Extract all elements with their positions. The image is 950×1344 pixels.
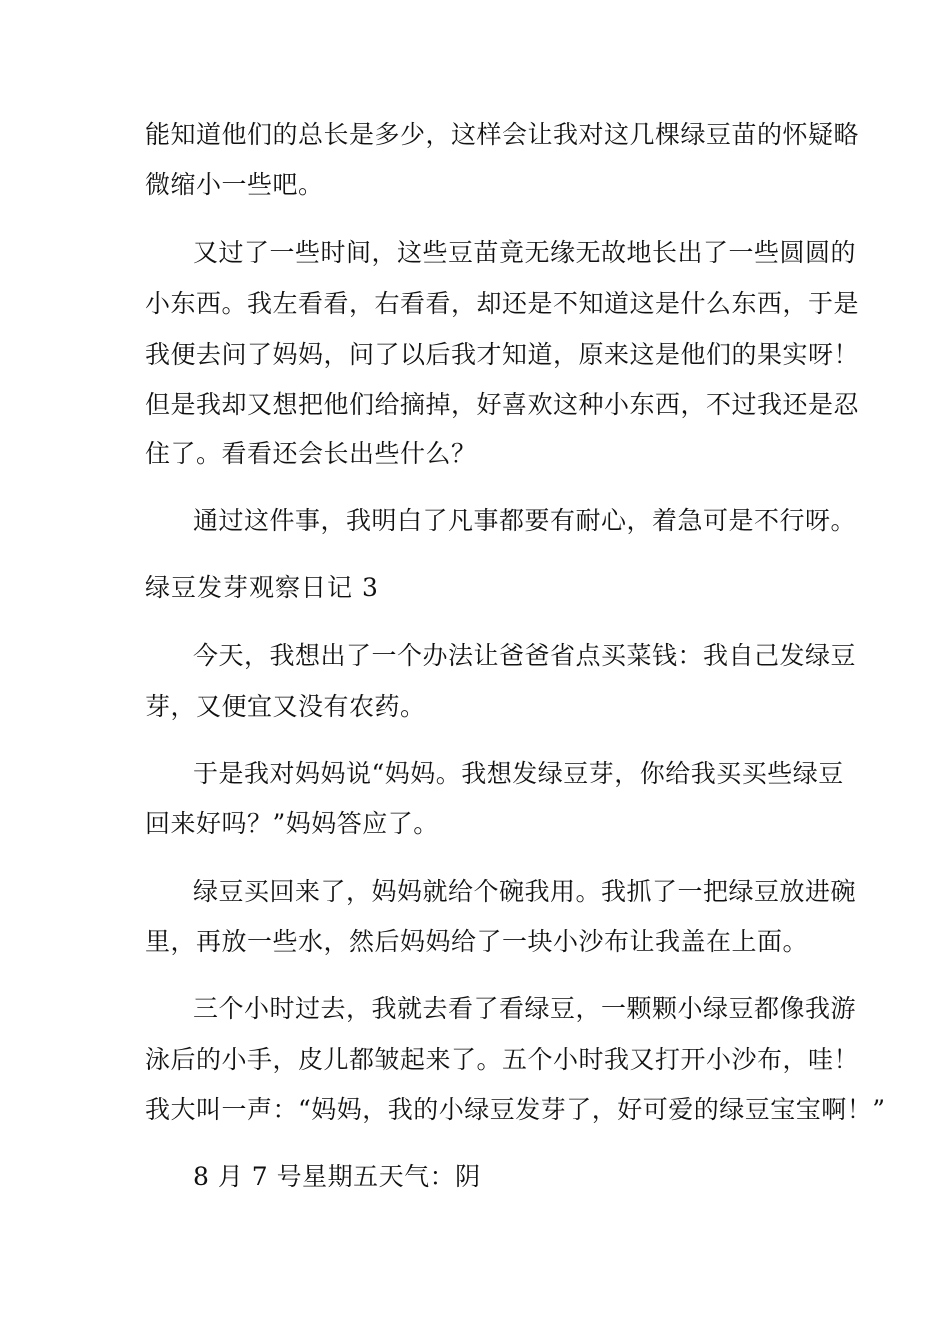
paragraph-line: 绿豆买回来了，妈妈就给个碗我用。我抓了一把绿豆放进碗 — [193, 877, 857, 906]
paragraph-line: 里，再放一些水，然后妈妈给了一块小沙布让我盖在上面。 — [145, 927, 809, 956]
paragraph-line: 又过了一些时间，这些豆苗竟无缘无故地长出了一些圆圆的 — [193, 238, 857, 267]
paragraph-line: 我便去问了妈妈，问了以后我才知道，原来这是他们的果实呀！ — [145, 340, 860, 369]
paragraph-line: 住了。看看还会长出些什么？ — [145, 439, 477, 468]
paragraph-line: 今天，我想出了一个办法让爸爸省点买菜钱：我自己发绿豆 — [193, 641, 857, 670]
paragraph-line: 但是我却又想把他们给摘掉，好喜欢这种小东西，不过我还是忍 — [145, 390, 860, 419]
section-heading: 绿豆发芽观察日记 3 — [145, 573, 379, 602]
paragraph-line: 三个小时过去，我就去看了看绿豆，一颗颗小绿豆都像我游 — [193, 994, 857, 1023]
paragraph-line: 微缩小一些吧。 — [145, 170, 324, 199]
paragraph-line: 我大叫一声：“妈妈，我的小绿豆发芽了，好可爱的绿豆宝宝啊！” — [145, 1095, 886, 1124]
paragraph-line: 小东西。我左看看，右看看，却还是不知道这是什么东西，于是 — [145, 289, 860, 318]
paragraph-line: 回来好吗？”妈妈答应了。 — [145, 809, 439, 838]
date-weather-line: 8 月 7 号星期五天气：阴 — [193, 1162, 481, 1191]
paragraph-line: 芽，又便宜又没有农药。 — [145, 692, 426, 721]
paragraph-line: 能知道他们的总长是多少，这样会让我对这几棵绿豆苗的怀疑略 — [145, 120, 860, 149]
paragraph-line: 于是我对妈妈说“妈妈。我想发绿豆芽，你给我买买些绿豆 — [193, 759, 844, 788]
paragraph-line: 通过这件事，我明白了凡事都要有耐心，着急可是不行呀。 — [193, 506, 857, 535]
paragraph-line: 泳后的小手，皮儿都皱起来了。五个小时我又打开小沙布，哇！ — [145, 1045, 860, 1074]
